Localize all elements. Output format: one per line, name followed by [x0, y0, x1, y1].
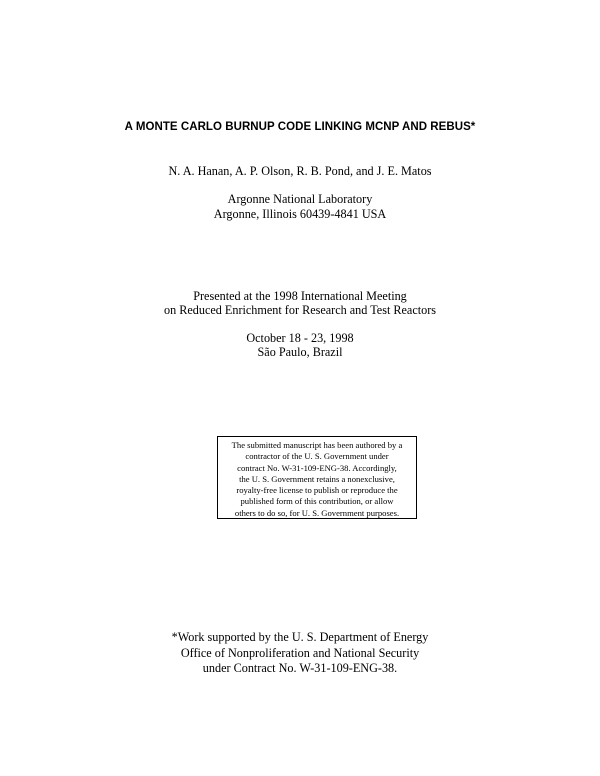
affiliation-address: Argonne, Illinois 60439-4841 USA: [213, 207, 387, 221]
notice-line: others to do so, for U. S. Government purposes.: [234, 507, 400, 518]
notice-line: The submitted manuscript has been authored by a: [231, 440, 403, 450]
author-list: N. A. Hanan, A. P. Olson, R. B. Pond, and J. E. Matos: [168, 164, 432, 178]
meeting-line-2: on Reduced Enrichment for Research and Test Reactors: [163, 303, 437, 317]
copyright-notice-box: [217, 436, 417, 519]
event-date: October 18 - 23, 1998: [246, 331, 354, 345]
document-title: A MONTE CARLO BURNUP CODE LINKING MCNP AND REBUS*: [124, 121, 476, 133]
notice-line: royalty-free license to publish or reproduce the: [236, 485, 398, 496]
notice-line: contract No. W-31-109-ENG-38. Accordingly,: [237, 462, 397, 473]
notice-line: the U. S. Government retains a nonexclusive,: [239, 473, 395, 484]
affiliation-name: Argonne National Laboratory: [227, 192, 373, 206]
notice-line: published form of this contribution, or allow: [240, 496, 394, 507]
footnote-line-3: under Contract No. W-31-109-ENG-38.: [202, 661, 398, 675]
footnote-line-2: Office of Nonproliferation and National Security: [180, 646, 420, 660]
footnote-line-1: *Work supported by the U. S. Department of Energy: [171, 630, 429, 644]
event-location: São Paulo, Brazil: [257, 345, 343, 359]
meeting-line-1: Presented at the 1998 International Meeting: [193, 289, 407, 303]
notice-line: contractor of the U. S. Government under: [245, 451, 389, 462]
